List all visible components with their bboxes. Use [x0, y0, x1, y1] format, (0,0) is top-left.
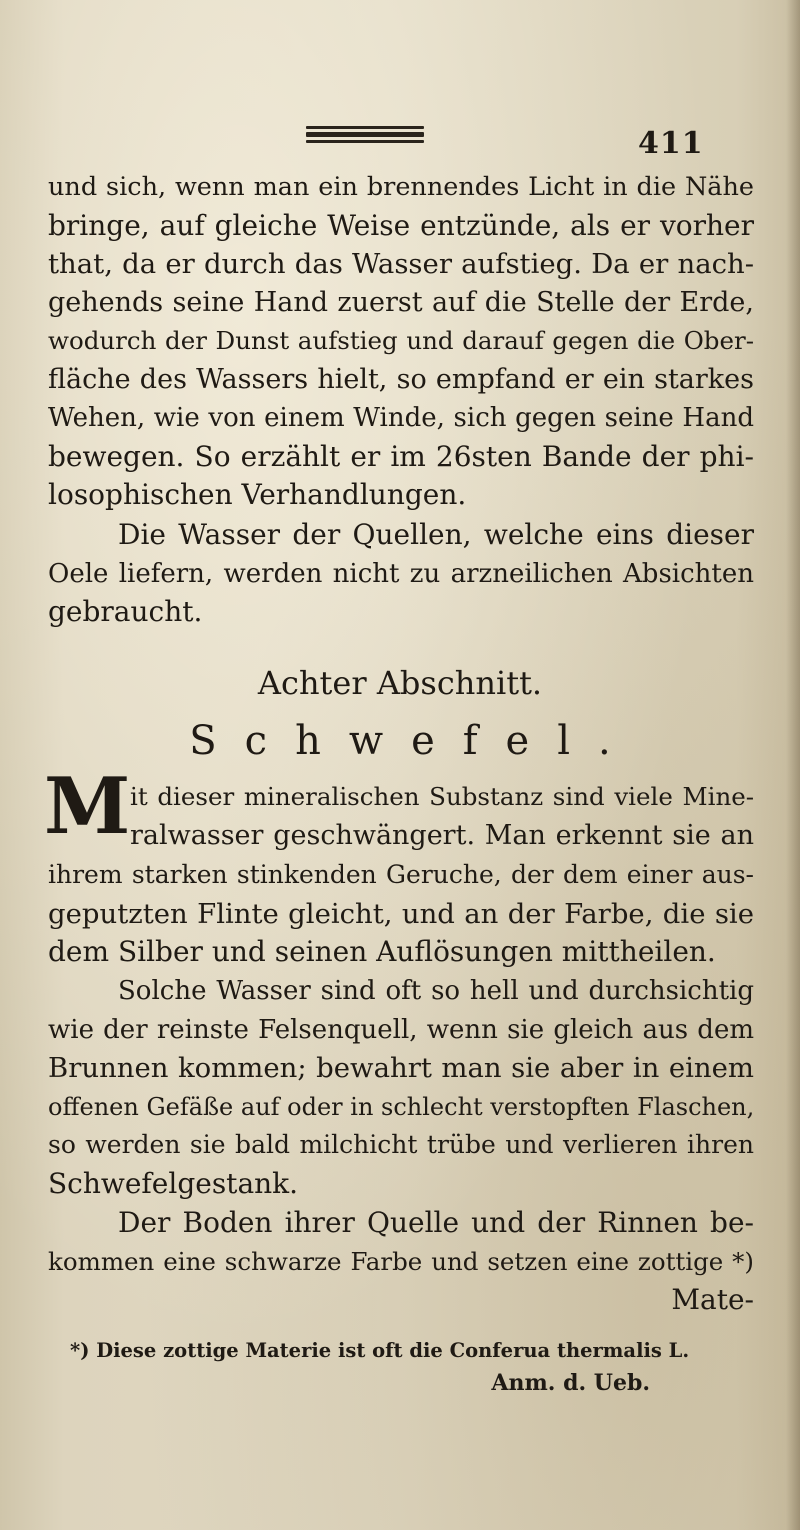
text-line: so werden sie bald milchicht trübe und verlieren ihren: [48, 1130, 754, 1159]
paragraph-sulfur: [48, 856, 754, 972]
text-line: wodurch der Dunst aufstieg und darauf gegen die Ober-: [48, 326, 754, 355]
paragraph-sulfur-hanging: [130, 778, 754, 855]
text-line: gehends seine Hand zuerst auf die Stelle der Erde,: [48, 286, 754, 318]
text-line: Brunnen kommen; bewahrt man sie aber in einem: [48, 1052, 754, 1084]
text-line: wie der reinste Felsenquell, wenn sie gleich aus dem: [48, 1014, 754, 1045]
text-line: Schwefelgestank.: [48, 1166, 299, 1200]
text-line: bewegen. So erzählt er im 26sten Bande der phi-: [48, 439, 754, 473]
text-line: ihrem starken stinkenden Geruche, der dem einer aus-: [48, 860, 754, 889]
text-line: Wehen, wie von einem Winde, sich gegen seine Hand: [48, 403, 754, 433]
text-line: kommen eine schwarze Farbe und setzen eine zottige *): [48, 1246, 754, 1276]
paragraph-continuation: [48, 168, 754, 515]
catchword: Mate-: [671, 1283, 754, 1316]
text-line: ralwasser geschwängert. Man erkennt sie an: [130, 819, 754, 851]
text-line: geputzten Flinte gleicht, und an der Farbe, die sie: [48, 897, 754, 930]
text-line: Solche Wasser sind oft so hell und durchsichtig: [118, 976, 754, 1006]
text-line: losophischen Verhandlungen.: [48, 478, 467, 511]
footnote: [70, 1335, 700, 1399]
paragraph-wells: [48, 516, 754, 632]
section-heading: Achter Abschnitt.: [257, 664, 543, 702]
drop-cap: M: [44, 761, 131, 852]
text-line: Der Boden ihrer Quelle und der Rinnen be-: [118, 1206, 754, 1239]
text-line: bringe, auf gleiche Weise entzünde, als er vorher: [48, 208, 754, 242]
text-line: that, da er durch das Wasser aufstieg. Da er nach-: [48, 248, 754, 280]
footnote-text: *) Diese zottige Materie ist oft die Conferua thermalis L.: [70, 1339, 690, 1362]
paragraph-ground: [48, 1204, 754, 1320]
text-line: gebraucht.: [48, 595, 203, 628]
page-edge-shadow: [786, 0, 800, 1530]
page-number: 411: [638, 126, 704, 161]
text-line: und sich, wenn man ein brennendes Licht in die Nähe: [48, 172, 754, 202]
paragraph-clear-water: [48, 972, 754, 1203]
text-line: it dieser mineralischen Substanz sind viele Mine-: [130, 782, 754, 811]
section-title: Schwefel.: [189, 718, 639, 764]
text-line: offenen Gefäße auf oder in schlecht verstopften Flaschen,: [48, 1092, 755, 1121]
text-line: dem Silber und seinen Auflösungen mittheilen.: [48, 935, 716, 968]
text-line: Oele liefern, werden nicht zu arzneilichen Absichten: [48, 558, 754, 589]
footnote-signature: Anm. d. Ueb.: [491, 1370, 650, 1396]
text-line: fläche des Wassers hielt, so empfand er ein starkes: [48, 363, 754, 395]
text-line: Die Wasser der Quellen, welche eins dieser: [118, 518, 754, 551]
header-ornament-rule: [306, 126, 424, 148]
